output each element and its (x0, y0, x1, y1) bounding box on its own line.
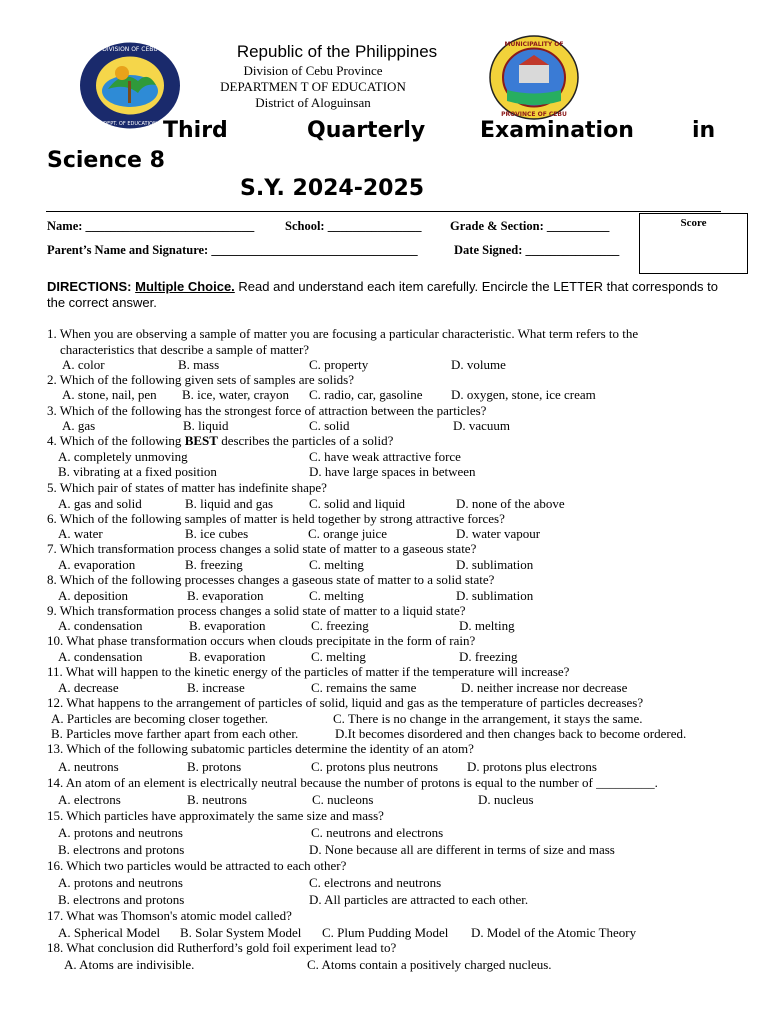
q12-option-b[interactable]: B. Particles move farther apart from each other. (51, 726, 299, 741)
q5-option-c[interactable]: C. solid and liquid (309, 496, 406, 511)
q12-option-a[interactable]: A. Particles are becoming closer together. (51, 711, 268, 726)
svg-text:DIVISION OF CEBU: DIVISION OF CEBU (102, 46, 158, 53)
school-year: S.Y. 2024-2025 (240, 176, 425, 201)
q16-option-b[interactable]: B. electrons and protons (58, 892, 185, 907)
q12-option-d[interactable]: D.It becomes disordered and then changes back to become ordered. (335, 726, 687, 741)
q6-option-b[interactable]: B. ice cubes (185, 526, 249, 541)
q15-option-a[interactable]: A. protons and neutrons (58, 825, 183, 840)
title-subject: Science 8 (47, 148, 165, 173)
question-8: 8. Which of the following processes changes a gaseous state of matter to a solid state? (47, 572, 495, 587)
q11-option-a[interactable]: A. decrease (58, 680, 119, 695)
q9-option-c[interactable]: C. freezing (311, 618, 369, 633)
q9-option-b[interactable]: B. evaporation (189, 618, 266, 633)
svg-text:PROVINCE OF CEBU: PROVINCE OF CEBU (501, 111, 567, 118)
question-1-cont: characteristics that describe a sample of matter? (60, 342, 310, 357)
question-9: 9. Which transformation process changes a solid state of matter to a liquid state? (47, 603, 466, 618)
question-6: 6. Which of the following samples of matter is held together by strong attractive forces? (47, 511, 505, 526)
q8-option-c[interactable]: C. melting (309, 588, 364, 603)
q15-option-c[interactable]: C. neutrons and electrons (311, 825, 444, 840)
question-15: 15. Which particles have approximately the same size and mass? (47, 808, 384, 823)
q2-option-a[interactable]: A. stone, nail, pen (62, 387, 157, 402)
q7-option-c[interactable]: C. melting (309, 557, 364, 572)
question-14: 14. An atom of an element is electrically neutral because the number of protons is equal to the number of _________. (47, 775, 658, 790)
q14-option-d[interactable]: D. nucleus (478, 792, 534, 807)
q2-option-b[interactable]: B. ice, water, crayon (182, 387, 290, 402)
question-2: 2. Which of the following given sets of samples are solids? (47, 372, 355, 387)
district-heading: District of Aloguinsan (255, 95, 371, 110)
q4-text-pre: 4. Which of the following (47, 433, 185, 448)
department-heading: DEPARTMEN T OF EDUCATION (220, 79, 406, 94)
q1-option-b[interactable]: B. mass (178, 357, 220, 372)
q17-option-a[interactable]: A. Spherical Model (58, 925, 161, 940)
date-signed-field[interactable]: Date Signed: _______________ (454, 243, 620, 257)
q10-option-c[interactable]: C. melting (311, 649, 366, 664)
q12-option-c[interactable]: C. There is no change in the arrangement, it stays the same. (333, 711, 643, 726)
title-word-third: Third (163, 118, 228, 143)
q7-option-a[interactable]: A. evaporation (58, 557, 136, 572)
score-label: Score (680, 217, 707, 229)
q5-option-b[interactable]: B. liquid and gas (185, 496, 274, 511)
question-3: 3. Which of the following has the strongest force of attraction between the particles? (47, 403, 487, 418)
question-10: 10. What phase transformation occurs when clouds precipitate in the form of rain? (47, 633, 476, 648)
q6-option-a[interactable]: A. water (58, 526, 103, 541)
q10-option-a[interactable]: A. condensation (58, 649, 143, 664)
q18-option-c[interactable]: C. Atoms contain a positively charged nucleus. (307, 957, 552, 972)
q9-option-d[interactable]: D. melting (459, 618, 515, 633)
question-16: 16. Which two particles would be attracted to each other? (47, 858, 347, 873)
svg-text:DEPT. OF EDUCATION: DEPT. OF EDUCATION (103, 121, 157, 127)
q14-option-a[interactable]: A. electrons (58, 792, 121, 807)
country-heading: Republic of the Philippines (236, 42, 438, 61)
q4-option-b[interactable]: B. vibrating at a fixed position (58, 464, 217, 479)
q13-option-b[interactable]: B. protons (187, 759, 242, 774)
question-11: 11. What will happen to the kinetic energy of the particles of matter if the temperature will increase? (47, 664, 570, 679)
directions-type: Multiple Choice. (135, 279, 235, 294)
directions (47, 279, 727, 311)
q6-option-d[interactable]: D. water vapour (456, 526, 541, 541)
question-4 (47, 433, 393, 449)
q1-option-d[interactable]: D. volume (451, 357, 506, 372)
q15-option-d[interactable]: D. None because all are different in terms of size and mass (309, 842, 615, 857)
name-field[interactable]: Name: ___________________________ (47, 219, 255, 233)
q7-option-b[interactable]: B. freezing (185, 557, 243, 572)
grade-section-field[interactable]: Grade & Section: __________ (450, 219, 610, 233)
q5-option-d[interactable]: D. none of the above (456, 496, 565, 511)
q18-option-a[interactable]: A. Atoms are indivisible. (64, 957, 195, 972)
q16-option-c[interactable]: C. electrons and neutrons (309, 875, 442, 890)
q4-option-a[interactable]: A. completely unmoving (58, 449, 188, 464)
title-word-examination: Examination (480, 118, 634, 143)
q2-option-d[interactable]: D. oxygen, stone, ice cream (451, 387, 596, 402)
question-7: 7. Which transformation process changes a solid state of matter to a gaseous state? (47, 541, 477, 556)
q13-option-a[interactable]: A. neutrons (58, 759, 119, 774)
q17-option-c[interactable]: C. Plum Pudding Model (322, 925, 449, 940)
score-box (639, 213, 748, 274)
q3-option-a[interactable]: A. gas (62, 418, 96, 433)
title-word-in: in (692, 118, 716, 143)
q14-option-c[interactable]: C. nucleons (312, 792, 374, 807)
q4-text-post: describes the particles of a solid? (217, 433, 394, 448)
q3-option-c[interactable]: C. solid (309, 418, 350, 433)
question-13: 13. Which of the following subatomic particles determine the identity of an atom? (47, 741, 474, 756)
question-1: 1. When you are observing a sample of matter you are focusing a particular characteristic. What term refers to the (47, 326, 639, 341)
directions-label: DIRECTIONS: (47, 279, 132, 294)
q11-option-b[interactable]: B. increase (187, 680, 245, 695)
q8-option-d[interactable]: D. sublimation (456, 588, 534, 603)
q13-option-c[interactable]: C. protons plus neutrons (311, 759, 439, 774)
q14-option-b[interactable]: B. neutrons (187, 792, 247, 807)
q16-option-a[interactable]: A. protons and neutrons (58, 875, 183, 890)
q11-option-c[interactable]: C. remains the same (311, 680, 417, 695)
question-12: 12. What happens to the arrangement of particles of solid, liquid and gas as the temperature of particles decreases? (47, 695, 644, 710)
q3-option-b[interactable]: B. liquid (183, 418, 229, 433)
q1-option-c[interactable]: C. property (309, 357, 369, 372)
q10-option-d[interactable]: D. freezing (459, 649, 518, 664)
q5-option-a[interactable]: A. gas and solid (58, 496, 142, 511)
q4-option-c[interactable]: C. have weak attractive force (309, 449, 461, 464)
q2-option-c[interactable]: C. radio, car, gasoline (309, 387, 423, 402)
question-18: 18. What conclusion did Rutherford’s gold foil experiment lead to? (47, 940, 397, 955)
q17-option-b[interactable]: B. Solar System Model (180, 925, 302, 940)
q17-option-d[interactable]: D. Model of the Atomic Theory (471, 925, 637, 940)
school-field[interactable]: School: _______________ (285, 219, 422, 233)
q8-option-b[interactable]: B. evaporation (187, 588, 264, 603)
header-divider (46, 211, 721, 212)
svg-text:MUNICIPALITY OF: MUNICIPALITY OF (504, 41, 564, 48)
q9-option-a[interactable]: A. condensation (58, 618, 143, 633)
q3-option-d[interactable]: D. vacuum (453, 418, 511, 433)
question-5: 5. Which pair of states of matter has indefinite shape? (47, 480, 327, 495)
parent-signature-field[interactable]: Parent’s Name and Signature: _________________________________ (47, 243, 418, 257)
q11-option-d[interactable]: D. neither increase nor decrease (461, 680, 628, 695)
q15-option-b[interactable]: B. electrons and protons (58, 842, 185, 857)
q4-text-bold: BEST (184, 433, 218, 448)
q13-option-d[interactable]: D. protons plus electrons (467, 759, 597, 774)
q8-option-a[interactable]: A. deposition (58, 588, 129, 603)
q4-option-d[interactable]: D. have large spaces in between (309, 464, 476, 479)
division-heading: Division of Cebu Province (243, 63, 383, 78)
q10-option-b[interactable]: B. evaporation (189, 649, 266, 664)
q6-option-c[interactable]: C. orange juice (308, 526, 388, 541)
q7-option-d[interactable]: D. sublimation (456, 557, 534, 572)
q1-option-a[interactable]: A. color (62, 357, 105, 372)
title-word-quarterly: Quarterly (307, 118, 426, 143)
q16-option-d[interactable]: D. All particles are attracted to each other. (309, 892, 529, 907)
question-17: 17. What was Thomson's atomic model called? (47, 908, 292, 923)
directions-text: Read and understand each item carefully. Encircle the LETTER that corresponds to the correct answer. (47, 279, 718, 310)
